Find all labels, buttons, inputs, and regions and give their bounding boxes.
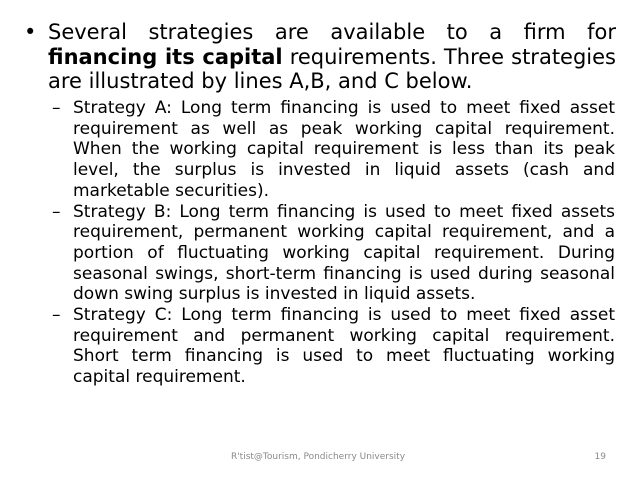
main-text-intro: Several strategies are available to a firm for [48, 20, 616, 44]
main-text-outro: requirements. Three strategies are illustrated by lines A,B, and C below. [48, 44, 616, 93]
dash-icon: – [52, 201, 61, 222]
strategy-a-item [52, 98, 615, 202]
strategy-b-item [52, 202, 615, 306]
main-text-emphasis: financing its capital [48, 44, 283, 69]
strategy-a-text: Strategy A: Long term financing is used to meet fixed asset requirement as well as peak working capital requirement. When the working capital requirement is less than its peak level, the surplus is invested in liquid assets (cash and marketable securities). [73, 98, 615, 201]
strategy-list [52, 98, 615, 388]
dash-icon: – [52, 98, 61, 118]
page-number: 19 [594, 452, 606, 462]
strategy-b-text: Strategy B: Long term financing is used to meet fixed assets requirement, permanent working capital requirement, and a portion of fluctuating working capital requirement. During seasonal swings, short-term financing is used during seasonal down swing surplus is invested in liquid assets. [73, 201, 615, 305]
main-bullet-point [24, 20, 616, 94]
dash-icon: – [52, 305, 61, 326]
strategy-c-item [52, 305, 615, 388]
footer-source: R'tist@Tourism, Pondicherry University [230, 452, 406, 462]
strategy-c-text: Strategy C: Long term financing is used to meet fixed asset requirement and permanent working capital requirement. Short term financing is used to meet fluctuating working capital requirement. [73, 305, 615, 388]
main-bullet-text [48, 20, 616, 94]
bullet-icon: • [24, 20, 37, 44]
